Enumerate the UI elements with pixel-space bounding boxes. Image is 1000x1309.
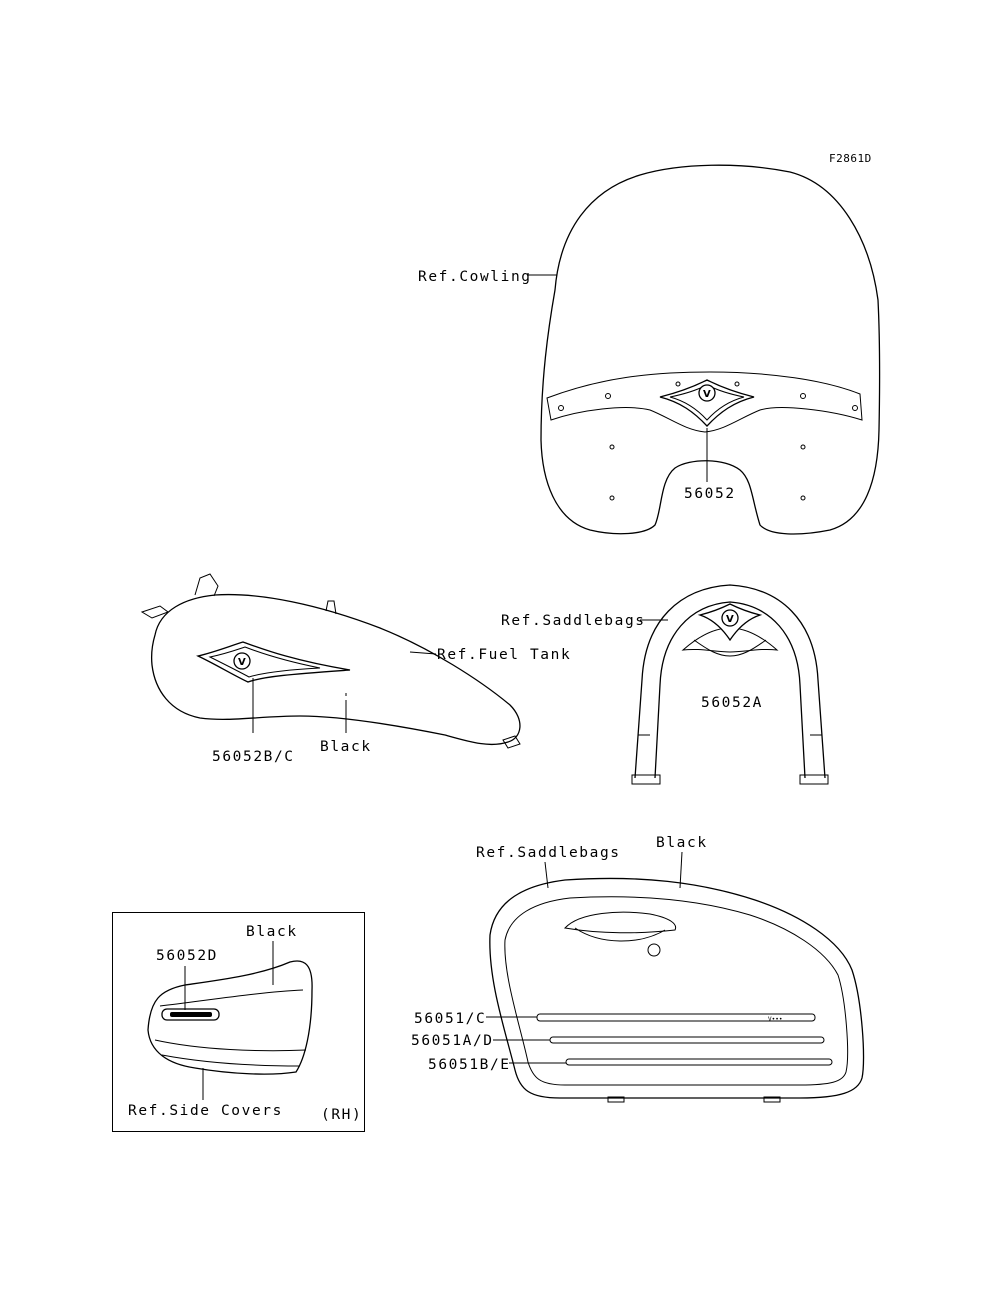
side-cover-ref-label: Ref.Side Covers [128,1103,283,1119]
backrest-ref-label: Ref.Saddlebags [501,613,646,629]
v-emblem-tank-icon [198,642,350,682]
svg-text:V: V [703,389,711,400]
backrest-part-label: 56052A [701,695,763,711]
saddlebag-drawing [490,878,864,1102]
svg-text:V: V [238,657,246,668]
side-cover-color-label: Black [246,924,298,940]
windshield-drawing [541,165,880,534]
side-cover-side-label: (RH) [321,1107,363,1123]
backrest-drawing [632,585,828,784]
v-emblem-backrest-icon [700,604,760,640]
saddlebag-part-label-3: 56051B/E [428,1057,511,1073]
cowling-part-label: 56052 [684,486,736,502]
saddlebag-color-label: Black [656,835,708,851]
saddlebag-part-label-2: 56051A/D [411,1033,494,1049]
side-cover-part-label: 56052D [156,948,218,964]
fuel-tank-color-label: Black [320,739,372,755]
fuel-tank-ref-label: Ref.Fuel Tank [437,647,572,663]
fuel-tank-part-label: 56052B/C [212,749,295,765]
svg-text:V•••: V••• [768,1016,783,1023]
saddlebag-part-label-1: 56051/C [414,1011,487,1027]
side-cover-drawing [148,961,312,1074]
cowling-ref-label: Ref.Cowling [418,269,532,285]
saddlebag-ref-label: Ref.Saddlebags [476,845,621,861]
side-cover-inset [113,913,365,1132]
figure-id: F2861D [829,152,872,165]
svg-text:V: V [726,614,734,625]
